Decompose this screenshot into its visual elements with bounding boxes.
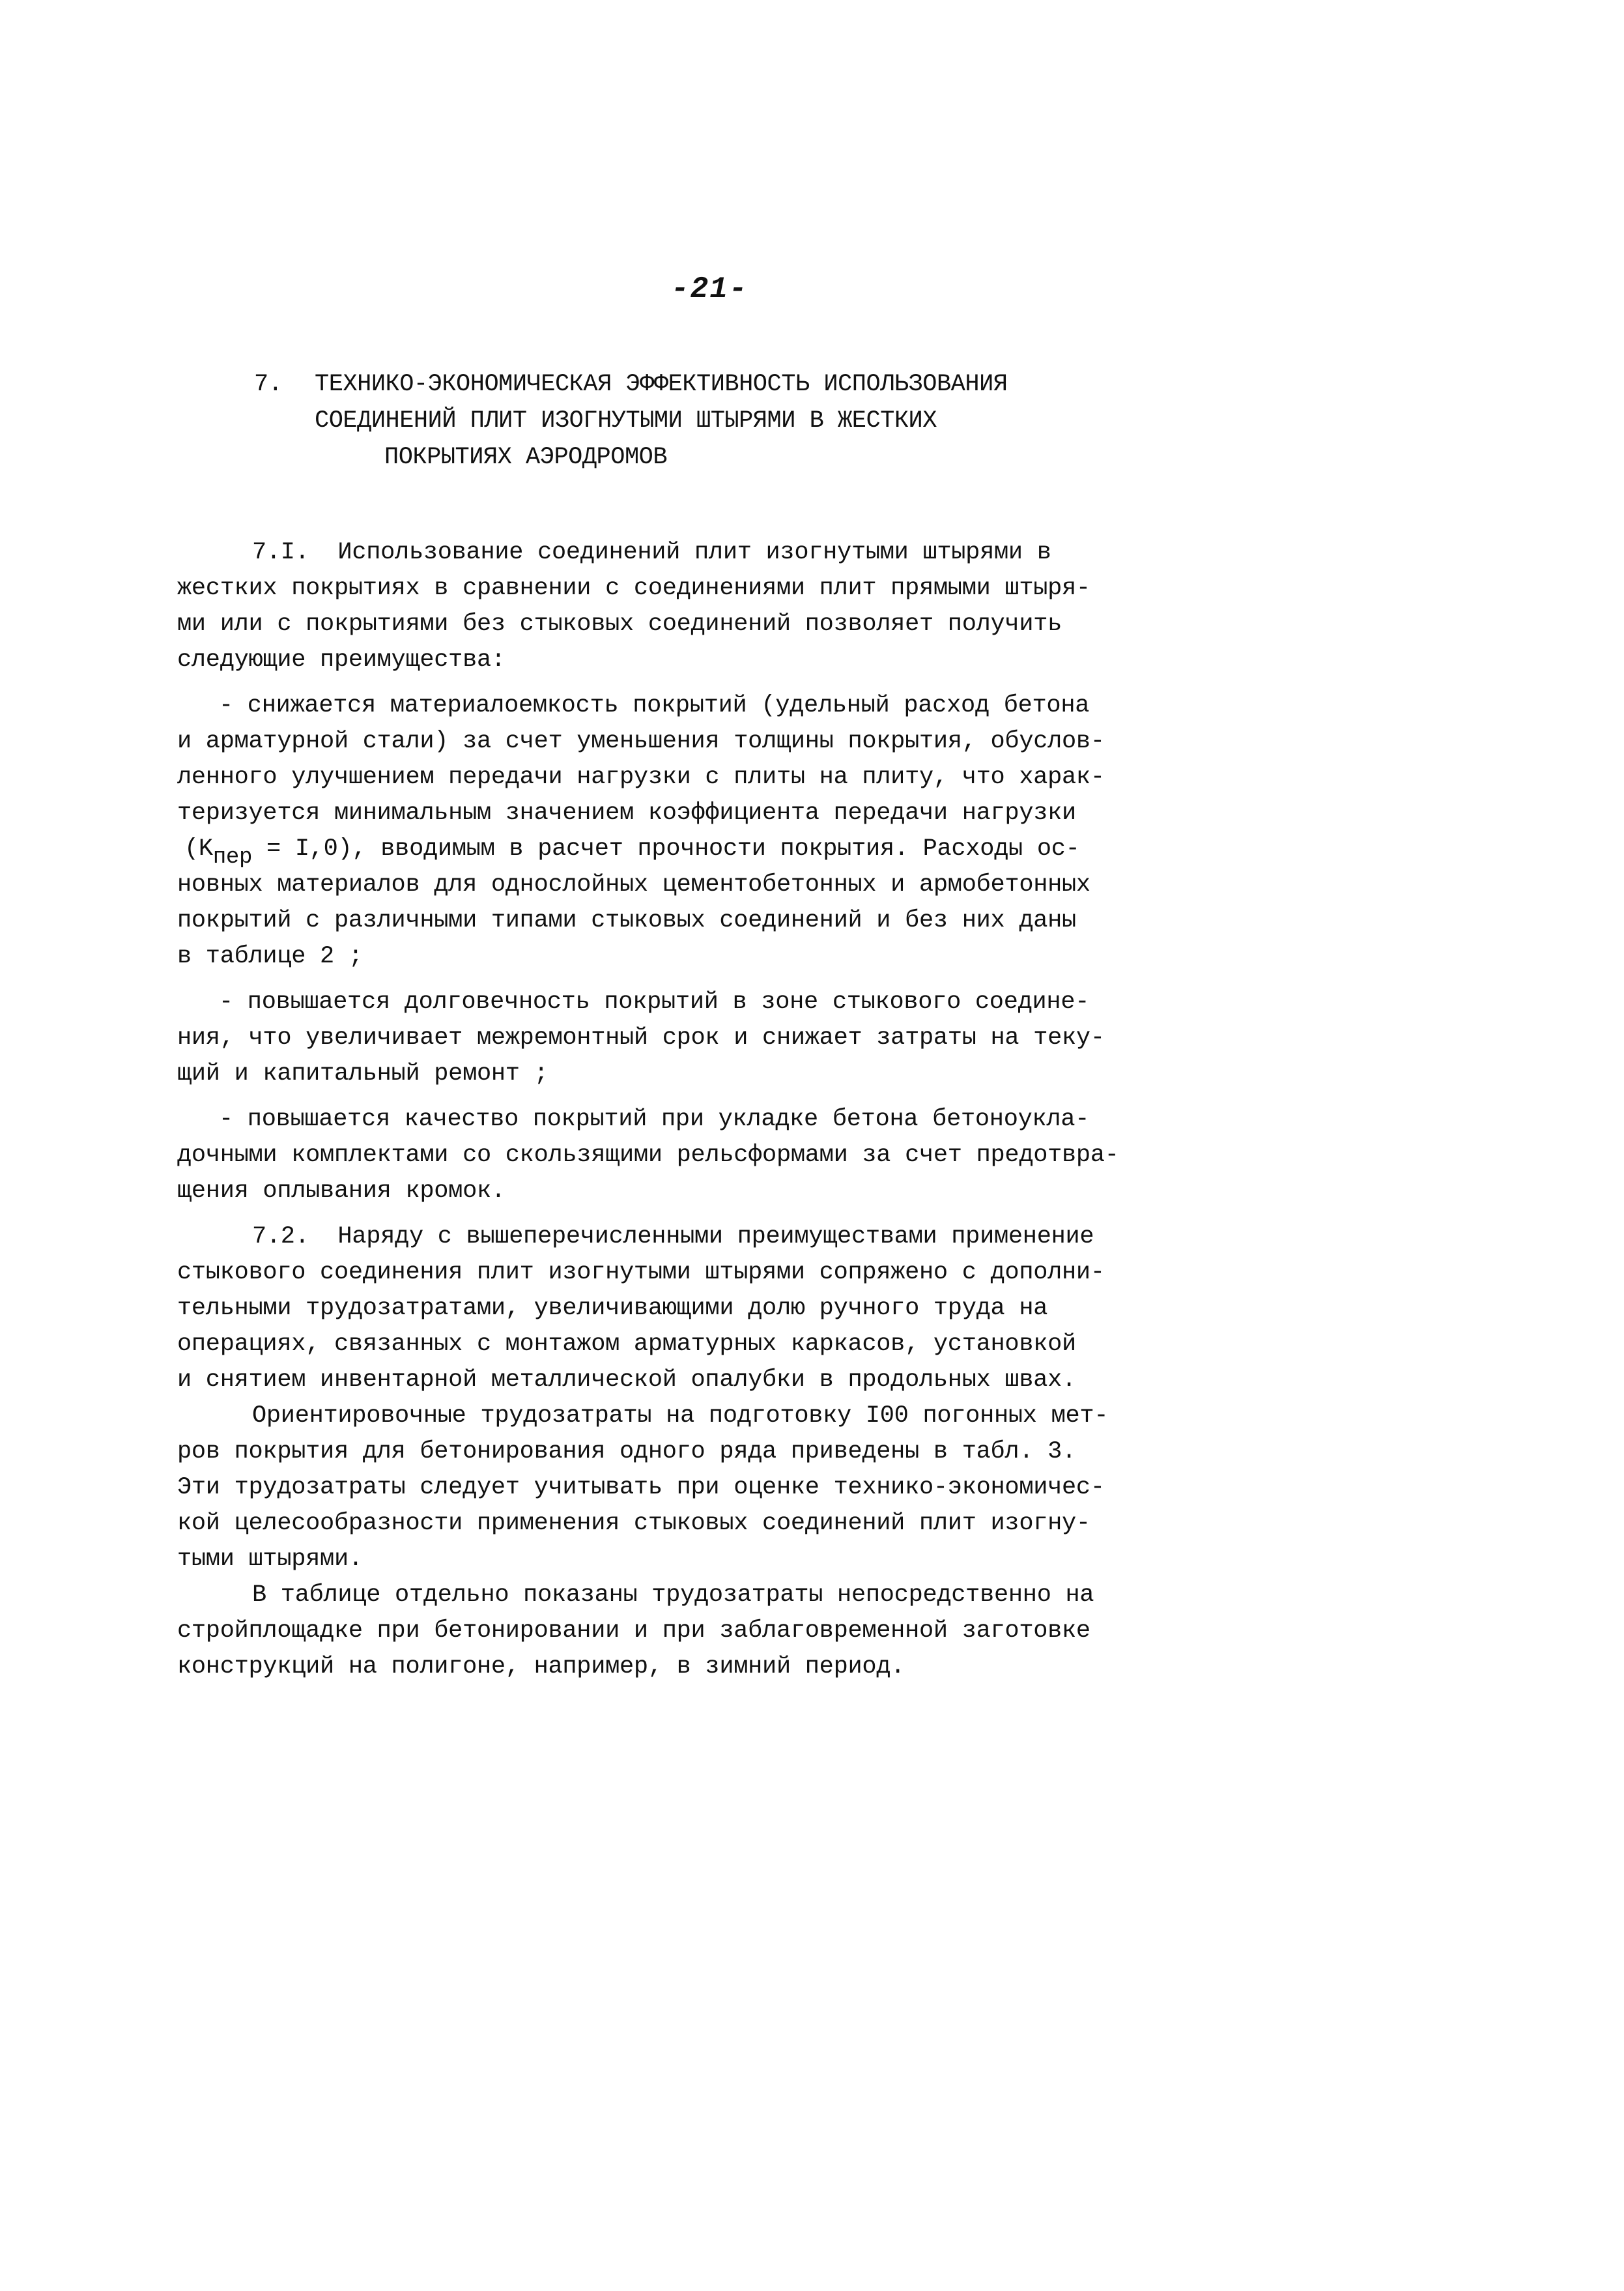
bullet-3-line-3: щения оплывания кромок.: [177, 1177, 506, 1205]
paragraph-7-2-line-1: 7.2. Наряду с вышеперечисленными преимуществами применение: [252, 1223, 1094, 1250]
paragraph-7-2-line-4: операциях, связанных с монтажом арматурных каркасов, установкой: [177, 1331, 1076, 1358]
bullet-2-line-2: ния, что увеличивает межремонтный срок и снижает затраты на теку-: [177, 1024, 1105, 1052]
paragraph-labor-line-4: кой целесообразности применения стыковых соединений плит изогну-: [177, 1510, 1090, 1537]
k-symbol: K: [198, 835, 213, 863]
paragraph-7-1-line-4: следующие преимущества:: [177, 646, 506, 674]
section-title-line-1: ТЕХНИКО-ЭКОНОМИЧЕСКАЯ ЭФФЕКТИВНОСТЬ ИСПОЛЬЗОВАНИЯ: [315, 371, 1008, 398]
page-number: -21-: [671, 272, 748, 306]
bullet-1-line-3: ленного улучшением передачи нагрузки с плиты на плиту, что харак-: [177, 764, 1105, 791]
k-subscript: пер: [212, 845, 253, 870]
bullet-1-line-1: - снижается материалоемкость покрытий (удельный расход бетона: [219, 692, 1090, 719]
paragraph-7-1-line-3: ми или с покрытиями без стыковых соединений позволяет получить: [177, 611, 1062, 638]
bullet-2-line-1: - повышается долговечность покрытий в зоне стыкового соедине-: [219, 988, 1090, 1016]
bullet-1-line-5-text: = I,0), вводимым в расчет прочности покрытия. Расходы ос-: [252, 835, 1080, 863]
paragraph-7-2-line-2: стыкового соединения плит изогнутыми штырями сопряжено с дополни-: [177, 1259, 1105, 1286]
paragraph-labor-line-1: Ориентировочные трудозатраты на подготовку I00 погонных мет-: [252, 1402, 1109, 1430]
paragraph-table-line-3: конструкций на полигоне, например, в зимний период.: [177, 1653, 905, 1680]
bullet-1-line-5: [184, 831, 1080, 868]
formula-open-paren: (: [184, 835, 199, 863]
paragraph-labor-line-2: ров покрытия для бетонирования одного ряда приведены в табл. 3.: [177, 1438, 1076, 1465]
paragraph-7-1-line-2: жестких покрытиях в сравнении с соединениями плит прямыми штыря-: [177, 575, 1090, 602]
section-title-line-3: ПОКРЫТИЯХ АЭРОДРОМОВ: [384, 444, 668, 471]
bullet-1-line-4: теризуется минимальным значением коэффициента передачи нагрузки: [177, 800, 1076, 827]
paragraph-7-1-line-1: 7.I. Использование соединений плит изогнутыми штырями в: [252, 539, 1051, 566]
bullet-3-line-1: - повышается качество покрытий при укладке бетона бетоноукла-: [219, 1106, 1090, 1133]
section-number: 7.: [254, 371, 283, 398]
bullet-3-line-2: дочными комплектами со скользящими рельсформами за счет предотвра-: [177, 1142, 1119, 1169]
section-title-line-2: СОЕДИНЕНИЙ ПЛИТ ИЗОГНУТЫМИ ШТЫРЯМИ В ЖЕСТКИХ: [315, 407, 937, 435]
paragraph-table-line-2: стройплощадке при бетонировании и при заблаговременной заготовке: [177, 1617, 1090, 1645]
paragraph-labor-line-3: Эти трудозатраты следует учитывать при оценке технико-экономичес-: [177, 1474, 1105, 1501]
paragraph-7-2-line-3: тельными трудозатратами, увеличивающими долю ручного труда на: [177, 1295, 1048, 1322]
paragraph-labor-line-5: тыми штырями.: [177, 1546, 363, 1573]
bullet-1-line-7: покрытий с различными типами стыковых соединений и без них даны: [177, 907, 1076, 934]
paragraph-7-2-line-5: и снятием инвентарной металлической опалубки в продольных швах.: [177, 1366, 1076, 1394]
bullet-1-line-8: в таблице 2 ;: [177, 943, 363, 970]
bullet-1-line-2: и арматурной стали) за счет уменьшения толщины покрытия, обуслов-: [177, 728, 1105, 755]
bullet-2-line-3: щий и капитальный ремонт ;: [177, 1060, 548, 1088]
bullet-1-line-6: новных материалов для однослойных цементобетонных и армобетонных: [177, 871, 1090, 899]
paragraph-table-line-1: В таблице отдельно показаны трудозатраты непосредственно на: [252, 1581, 1094, 1609]
